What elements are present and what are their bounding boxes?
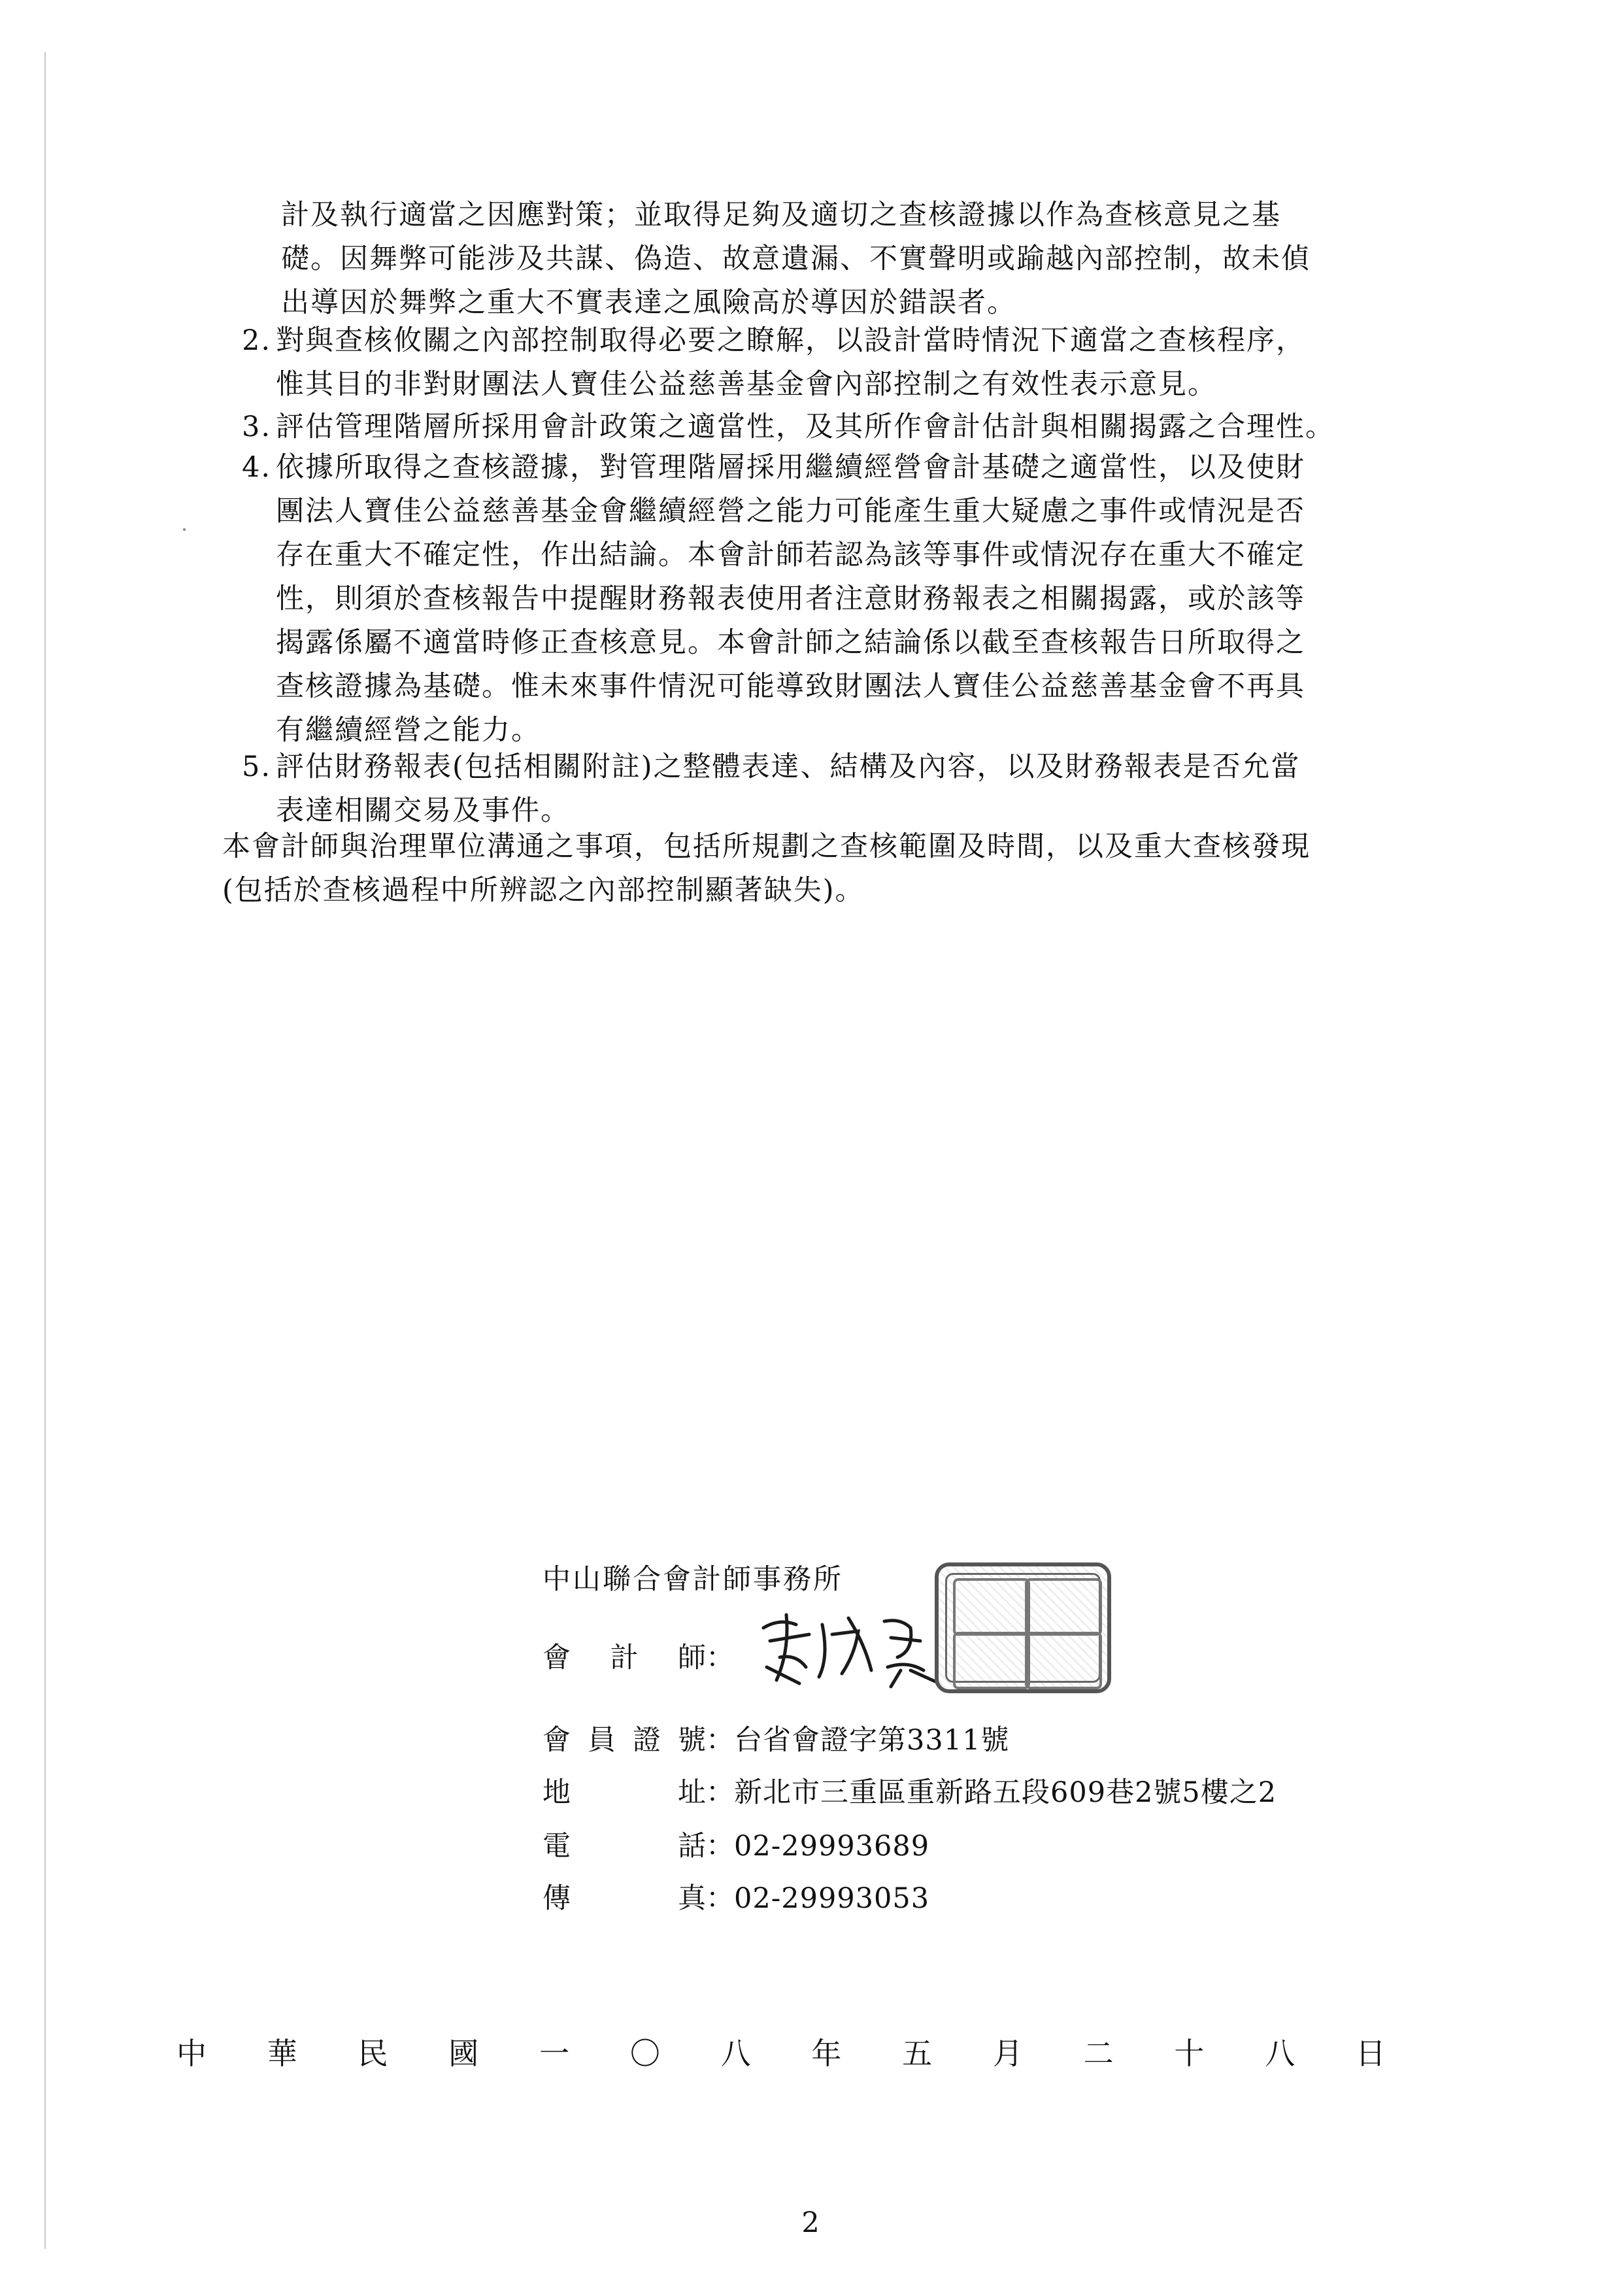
intro-line: 礎。因舞弊可能涉及共謀、偽造、故意遺漏、不實聲明或踰越內部控制，故未偵 (281, 243, 1311, 275)
label-char: 計 (610, 1642, 639, 1674)
colon: ： (706, 1882, 734, 1915)
date-char: 中 (176, 2036, 207, 2071)
item-line: 依據所取得之查核證據，對管理階層採用繼續經營會計基礎之適當性，以及使財 (276, 451, 1305, 484)
accountant-signature (750, 1605, 946, 1690)
intro-paragraph (281, 194, 1425, 325)
accountant-row (543, 1636, 734, 1676)
seal-glyph (1025, 1632, 1102, 1689)
scan-margin-line (44, 52, 46, 2249)
date-char: 一 (539, 2036, 570, 2071)
label-char: 話 (678, 1830, 706, 1863)
date-char: 日 (1355, 2036, 1386, 2071)
closing-paragraph (222, 825, 1438, 913)
date-char: 〇 (629, 2036, 660, 2071)
phone-value: 02-29993689 (734, 1830, 930, 1863)
item-line: 團法人寶佳公益慈善基金會繼續經營之能力可能產生重大疑慮之事件或情況是否 (276, 495, 1305, 528)
label-char: 電 (543, 1830, 571, 1863)
date-char: 民 (358, 2036, 388, 2071)
item-line: 揭露係屬不適當時修正查核意見。本會計師之結論係以截至查核報告日所取得之 (276, 626, 1305, 659)
list-item-2 (242, 319, 1431, 407)
label-char: 真 (678, 1882, 706, 1915)
date-char: 五 (902, 2036, 933, 2071)
fax-value: 02-29993053 (734, 1882, 930, 1915)
item-line: 有繼續經營之能力。 (276, 714, 541, 747)
date-char: 八 (720, 2036, 751, 2071)
item-line: 對與查核攸關之內部控制取得必要之瞭解，以設計當時情況下適當之查核程序， (276, 324, 1305, 357)
item-line: 評估財務報表(包括相關附註)之整體表達、結構及內容，以及財務報表是否允當 (276, 751, 1301, 783)
item-line: 存在重大不確定性，作出結論。本會計師若認為該等事件或情況存在重大不確定 (276, 539, 1305, 571)
seal-glyph (953, 1632, 1030, 1689)
item-line: 性，則須於查核報告中提醒財務報表使用者注意財務報表之相關揭露，或於該等 (276, 582, 1305, 615)
item-line: 查核證據為基礎。惟未來事件情況可能導致財團法人寶佳公益慈善基金會不再具 (276, 670, 1305, 703)
date-char: 十 (1174, 2036, 1205, 2071)
label-char: 員 (588, 1724, 616, 1757)
accountant-seal (935, 1562, 1111, 1693)
seal-glyph (1025, 1578, 1102, 1636)
label-char: 號 (678, 1724, 706, 1757)
colon: ： (706, 1724, 734, 1757)
date-char: 八 (1265, 2036, 1295, 2071)
date-char: 二 (1083, 2036, 1114, 2071)
label-char: 會 (543, 1724, 571, 1757)
label-char: 會 (543, 1642, 571, 1674)
date-char: 國 (448, 2036, 479, 2071)
firm-name: 中山聯合會計師事務所 (543, 1563, 843, 1596)
intro-line: 出導因於舞弊之重大不實表達之風險高於導因於錯誤者。 (281, 286, 1016, 319)
fax-row (543, 1876, 929, 1916)
item-line: 評估管理階層所採用會計政策之適當性，及其所作會計估計與相關揭露之合理性。 (276, 411, 1335, 443)
label-char: 證 (633, 1724, 661, 1757)
item-number: 5. (242, 751, 272, 783)
item-number: 3. (242, 411, 272, 443)
address-row (543, 1770, 1277, 1810)
report-date (176, 2030, 1386, 2073)
item-line: 惟其目的非對財團法人寶佳公益慈善基金會內部控制之有效性表示意見。 (276, 368, 1217, 401)
page-number: 2 (801, 2206, 820, 2239)
closing-line: 本會計師與治理單位溝通之事項，包括所規劃之查核範圍及時間，以及重大查核發現 (222, 830, 1311, 863)
closing-line: (包括於查核過程中所辨認之內部控制顯著缺失)。 (222, 874, 865, 907)
intro-line: 計及執行適當之因應對策；並取得足夠及適切之查核證據以作為查核意見之基 (281, 199, 1281, 231)
item-number: 4. (242, 451, 272, 484)
item-line: 表達相關交易及事件。 (276, 794, 570, 827)
colon: ： (706, 1642, 734, 1674)
member-number-value: 台省會證字第3311號 (734, 1724, 1010, 1757)
address-value: 新北市三重區重新路五段609巷2號5樓之2 (734, 1776, 1277, 1809)
date-char: 華 (267, 2036, 297, 2071)
label-char: 師 (678, 1642, 706, 1674)
list-item-5 (242, 745, 1431, 833)
list-item-4 (242, 446, 1431, 752)
label-char: 址 (678, 1776, 706, 1809)
colon: ： (706, 1776, 734, 1809)
seal-glyph (953, 1578, 1030, 1636)
list-item-3 (242, 405, 1431, 449)
item-number: 2. (242, 324, 272, 357)
label-char: 地 (543, 1776, 571, 1809)
label-char: 傳 (543, 1882, 571, 1915)
scan-speck (183, 528, 186, 531)
date-char: 年 (811, 2036, 842, 2071)
date-char: 月 (992, 2036, 1023, 2071)
colon: ： (706, 1830, 734, 1863)
member-number-row (543, 1718, 1009, 1758)
phone-row (543, 1824, 929, 1864)
